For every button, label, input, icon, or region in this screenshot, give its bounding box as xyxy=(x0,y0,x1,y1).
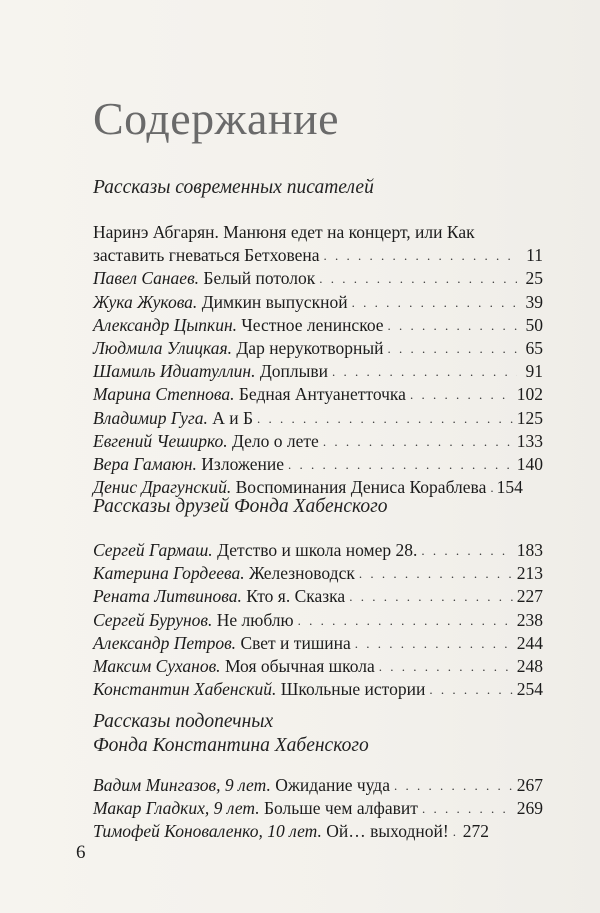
entry-page-number: 238 xyxy=(516,609,543,630)
entry-title: Ой… выходной! xyxy=(326,821,449,842)
entry-page-number: 272 xyxy=(462,821,489,842)
leader-dots xyxy=(324,244,517,267)
toc-entry[interactable] xyxy=(93,797,543,820)
toc-entry[interactable] xyxy=(93,337,543,360)
entry-title: Не люблю xyxy=(216,609,294,630)
entry-title: Бедная Антуанетточка xyxy=(238,384,406,405)
entry-page-number: 25 xyxy=(525,268,543,289)
entry-author: Сергей Гармаш. xyxy=(93,540,213,560)
entry-author: Шамиль Идиатуллин. xyxy=(93,361,256,382)
leader-dots xyxy=(429,678,512,701)
toc-entry[interactable] xyxy=(93,360,543,383)
entry-title: Честное ленинское xyxy=(241,314,384,335)
leader-dots xyxy=(422,797,513,820)
entry-title: Железноводск xyxy=(248,563,355,584)
leader-dots xyxy=(352,291,517,314)
entry-page-number: 39 xyxy=(525,291,543,312)
entry-title: Ожидание чуда xyxy=(275,775,390,795)
leader-dots xyxy=(298,609,513,632)
entry-author: Катерина Гордеева. xyxy=(93,563,245,584)
entry-title: Изложение xyxy=(201,453,285,474)
entry-author: Людмила Улицкая. xyxy=(93,337,232,358)
toc-section-modern-writers xyxy=(93,221,543,499)
entry-title: Моя обычная школа xyxy=(224,655,375,676)
entry-title: Больше чем алфавит xyxy=(263,798,418,819)
entry-title: Дело о лете xyxy=(232,430,319,451)
entry-title: Школьные истории xyxy=(280,679,426,700)
entry-title: Кто я. Сказка xyxy=(246,586,346,607)
entry-author: Макар Гладких, 9 лет. xyxy=(93,798,260,819)
entry-title: Доплыви xyxy=(259,361,328,382)
leader-dots xyxy=(410,383,513,406)
section-heading-fund-friends: Рассказы друзей Фонда Хабенского xyxy=(93,496,388,517)
toc-entry[interactable] xyxy=(93,267,543,290)
entry-author: Денис Драгунский. xyxy=(93,477,232,498)
entry-author: Владимир Гуга. xyxy=(93,407,208,428)
entry-author: Жука Жукова. xyxy=(93,291,198,312)
leader-dots xyxy=(394,774,513,797)
toc-entry[interactable] xyxy=(93,655,543,678)
entry-page-number: 125 xyxy=(516,407,543,428)
entry-page-number: 11 xyxy=(526,245,543,266)
entry-page-number: 50 xyxy=(525,314,543,335)
toc-entry[interactable] xyxy=(93,539,543,562)
leader-dots xyxy=(421,539,512,562)
toc-entry[interactable] xyxy=(93,430,543,453)
toc-entry[interactable] xyxy=(93,407,543,430)
entry-title: Белый потолок xyxy=(203,268,316,289)
toc-entry[interactable] xyxy=(93,314,543,337)
leader-dots xyxy=(288,453,513,476)
entry-author: Павел Санаев. xyxy=(93,268,200,289)
toc-entry[interactable] xyxy=(93,383,543,406)
entry-author: Рената Литвинова. xyxy=(93,586,242,607)
leader-dots xyxy=(319,267,517,290)
entry-page-number: 154 xyxy=(496,477,523,498)
page-number: 6 xyxy=(76,842,86,863)
leader-dots xyxy=(323,430,513,453)
entry-author: Константин Хабенский. xyxy=(93,679,277,700)
toc-section-fund-wards xyxy=(93,774,543,844)
leader-dots xyxy=(388,314,517,337)
toc-entry[interactable] xyxy=(93,609,543,632)
entry-page-number: 183 xyxy=(516,540,543,560)
entry-page-number: 91 xyxy=(525,361,543,382)
entry-page-number: 244 xyxy=(516,632,543,653)
leader-dots xyxy=(453,820,459,843)
section-heading-fund-wards-line2: Фонда Константина Хабенского xyxy=(93,735,369,756)
entry-author: Сергей Бурунов. xyxy=(93,609,213,630)
entry-title: Детство и школа номер 28. xyxy=(217,540,418,560)
entry-author: Марина Степнова. xyxy=(93,384,235,405)
toc-section-fund-friends xyxy=(93,539,543,701)
leader-dots xyxy=(388,337,517,360)
leader-dots xyxy=(257,407,513,430)
toc-entry[interactable] xyxy=(93,678,543,701)
entry-page-number: 267 xyxy=(516,775,543,795)
entry-title: Свет и тишина xyxy=(240,632,351,653)
entry-page-number: 254 xyxy=(516,679,543,700)
leader-dots xyxy=(490,476,492,499)
entry-title: Дар нерукотворный xyxy=(236,337,384,358)
toc-entry[interactable] xyxy=(93,562,543,585)
leader-dots xyxy=(355,632,513,655)
section-heading-fund-wards: Рассказы подопечных xyxy=(93,711,274,732)
toc-entry[interactable] xyxy=(93,820,543,843)
entry-title: Манюня едет на концерт, или Как xyxy=(223,222,475,242)
leader-dots xyxy=(349,585,513,608)
entry-page-number: 102 xyxy=(516,384,543,405)
entry-page-number: 248 xyxy=(516,655,543,676)
section-heading-modern-writers: Рассказы современных писателей xyxy=(93,177,374,198)
entry-page-number: 133 xyxy=(516,430,543,451)
entry-title: Димкин выпускной xyxy=(201,291,348,312)
entry-page-number: 269 xyxy=(516,798,543,819)
entry-author: Вадим Мингазов, 9 лет. xyxy=(93,775,271,795)
toc-entry[interactable] xyxy=(93,632,543,655)
entry-author: Александр Петров. xyxy=(93,632,237,653)
leader-dots xyxy=(332,360,517,383)
page-title: Содержание xyxy=(93,93,340,144)
entry-title-line2: заставить гневаться Бетховена xyxy=(93,245,320,266)
toc-entry-continuation[interactable] xyxy=(93,244,543,267)
entry-title: Воспоминания Дениса Кораблева xyxy=(235,477,487,498)
entry-author: Максим Суханов. xyxy=(93,655,221,676)
entry-author: Александр Цыпкин. xyxy=(93,314,237,335)
toc-entry[interactable] xyxy=(93,585,543,608)
toc-entry[interactable] xyxy=(93,453,543,476)
toc-entry[interactable] xyxy=(93,291,543,314)
entry-author: Тимофей Коноваленко, 10 лет. xyxy=(93,821,322,842)
leader-dots xyxy=(379,655,513,678)
toc-entry[interactable] xyxy=(93,221,543,244)
entry-author: Евгений Чеширко. xyxy=(93,430,228,451)
entry-page-number: 227 xyxy=(516,586,543,607)
toc-entry[interactable] xyxy=(93,774,543,797)
leader-dots xyxy=(359,562,513,585)
entry-page-number: 213 xyxy=(516,563,543,584)
entry-page-number: 140 xyxy=(516,453,543,474)
entry-page-number: 65 xyxy=(525,337,543,358)
entry-author: Наринэ Абгарян. xyxy=(93,222,219,242)
entry-author: Вера Гамаюн. xyxy=(93,453,197,474)
entry-title: А и Б xyxy=(212,407,254,428)
